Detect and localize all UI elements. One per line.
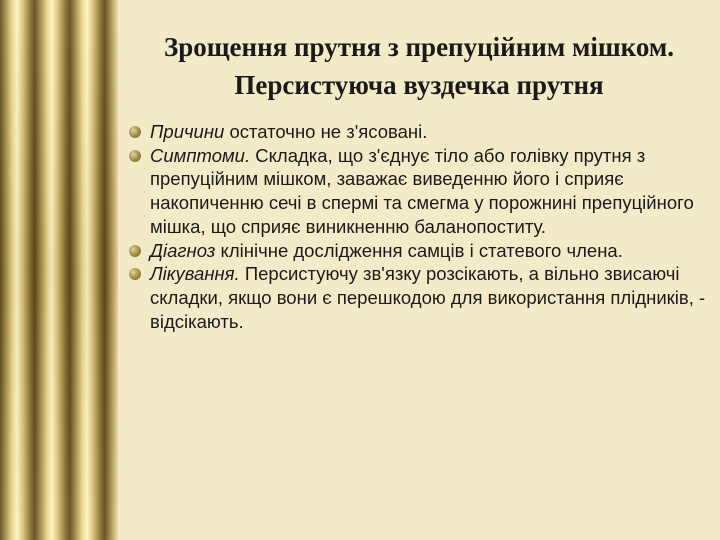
bullet-item-treatment bbox=[128, 262, 713, 333]
slide-title: Зрощення прутня з препуційним мішком. Персистуюча вуздечка прутня bbox=[163, 32, 674, 100]
bullet-term: Лікування. bbox=[150, 263, 240, 285]
bullet-item-causes bbox=[128, 120, 713, 144]
bullet-item-diagnosis bbox=[128, 239, 713, 263]
bullet-text: Складка, що з'єднує тіло або голівку прутня з препуційним мішком, заважає виведенню його і сприяє накопиченню сечі в спермі та смегма у порожнині препуційного мішка, що сприяє виникненню баланопоститу. bbox=[150, 144, 694, 237]
decorative-gold-border bbox=[0, 0, 118, 540]
bullet-list bbox=[128, 120, 713, 333]
bullet-icon bbox=[129, 150, 141, 162]
bullet-term: Причини bbox=[150, 121, 225, 142]
bullet-text: остаточно не з'ясовані. bbox=[224, 121, 428, 142]
bullet-term: Симптоми. bbox=[150, 144, 251, 166]
bullet-text: клінічне дослідження самців і статевого члена. bbox=[215, 239, 623, 261]
bullet-text: Персистуючу зв'язку розсікають, а вільно звисаючі складки, якщо вони є перешкодою для використання плідників, - відсікають. bbox=[150, 263, 706, 332]
bullet-item-symptoms bbox=[128, 144, 713, 239]
bullet-term: Діагноз bbox=[150, 239, 216, 261]
bullet-icon bbox=[129, 245, 141, 257]
bullet-icon bbox=[129, 268, 141, 280]
bullet-icon bbox=[129, 126, 141, 138]
